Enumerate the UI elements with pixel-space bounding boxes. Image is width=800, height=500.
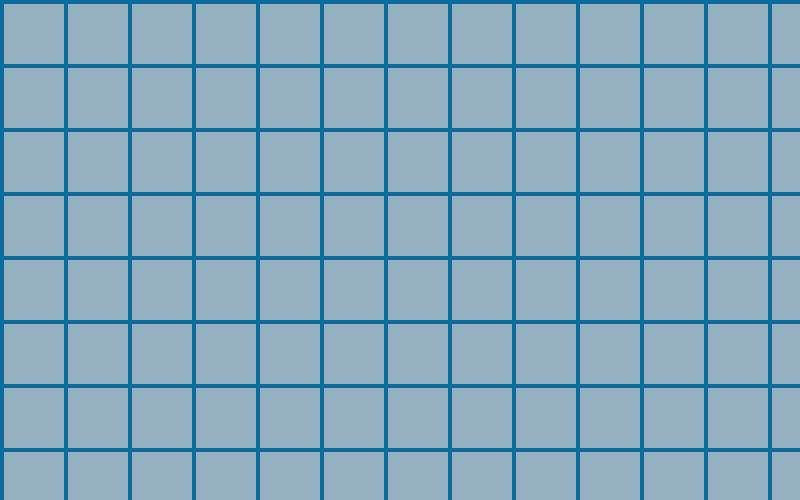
grid-cell: [388, 260, 448, 320]
grid-cell: [772, 4, 800, 64]
grid-cell: [196, 68, 256, 128]
grid-cell: [4, 324, 64, 384]
grid-cell: [4, 68, 64, 128]
grid-cell: [68, 132, 128, 192]
grid-cell: [452, 132, 512, 192]
grid-cell: [68, 388, 128, 448]
grid-cell: [580, 68, 640, 128]
grid-cell: [644, 324, 704, 384]
grid-cell: [708, 196, 768, 256]
grid-cell: [196, 196, 256, 256]
grid-cell: [580, 196, 640, 256]
grid-cell: [260, 132, 320, 192]
grid-cell: [708, 324, 768, 384]
grid-cell: [580, 4, 640, 64]
grid-cell: [4, 388, 64, 448]
grid-cell: [772, 324, 800, 384]
grid-cell: [516, 196, 576, 256]
grid-cell: [772, 132, 800, 192]
grid-cell: [324, 388, 384, 448]
grid-cell: [708, 68, 768, 128]
grid-cell: [132, 132, 192, 192]
grid-cell: [68, 196, 128, 256]
grid-cell: [196, 452, 256, 500]
grid-cell: [516, 452, 576, 500]
grid-cell: [68, 4, 128, 64]
grid-cell: [324, 260, 384, 320]
grid-cell: [4, 452, 64, 500]
grid-cell: [516, 68, 576, 128]
grid-cell: [324, 452, 384, 500]
grid-cell: [132, 324, 192, 384]
grid-cell: [452, 196, 512, 256]
grid-cell: [196, 260, 256, 320]
grid-cell: [68, 452, 128, 500]
grid-cell: [452, 324, 512, 384]
grid-cell: [324, 132, 384, 192]
grid-cell: [324, 4, 384, 64]
grid-cell: [708, 4, 768, 64]
grid-cell: [708, 452, 768, 500]
grid-cell: [772, 260, 800, 320]
grid-cell: [4, 4, 64, 64]
grid-cell: [324, 68, 384, 128]
grid-cell: [644, 196, 704, 256]
grid-cell: [580, 452, 640, 500]
grid-cell: [708, 388, 768, 448]
grid-cell: [4, 260, 64, 320]
grid-cell: [516, 388, 576, 448]
grid-cell: [516, 4, 576, 64]
grid-cell: [580, 260, 640, 320]
grid-cell: [4, 196, 64, 256]
grid-cell: [708, 132, 768, 192]
grid-cell: [260, 452, 320, 500]
grid-cell: [260, 68, 320, 128]
grid-cell: [580, 132, 640, 192]
grid-cell: [196, 4, 256, 64]
grid-cell: [4, 132, 64, 192]
grid-cell: [644, 260, 704, 320]
grid-cell: [388, 388, 448, 448]
grid-cell: [452, 260, 512, 320]
grid-cell: [516, 324, 576, 384]
grid-cell: [132, 452, 192, 500]
grid-cell: [452, 4, 512, 64]
grid-cell: [68, 324, 128, 384]
grid-cell: [644, 68, 704, 128]
grid-cell: [196, 132, 256, 192]
grid-cell: [324, 196, 384, 256]
grid-cell: [388, 452, 448, 500]
grid-cell: [772, 196, 800, 256]
grid-cell: [196, 324, 256, 384]
grid-cell: [388, 324, 448, 384]
grid-cell: [260, 388, 320, 448]
grid-cell: [708, 260, 768, 320]
grid-cell: [452, 68, 512, 128]
grid-cell: [260, 324, 320, 384]
grid-cell: [132, 68, 192, 128]
grid-cell: [452, 388, 512, 448]
grid-cell: [388, 68, 448, 128]
grid-cell: [516, 260, 576, 320]
grid-cell: [388, 132, 448, 192]
grid-cell: [580, 324, 640, 384]
grid-cell: [772, 452, 800, 500]
grid-cell: [388, 196, 448, 256]
grid-cell: [388, 4, 448, 64]
grid-cell: [260, 196, 320, 256]
grid-cell: [132, 260, 192, 320]
grid-cell: [132, 388, 192, 448]
grid-cell: [772, 388, 800, 448]
grid-cell: [324, 324, 384, 384]
grid-cell: [68, 260, 128, 320]
grid-cell: [132, 4, 192, 64]
grid-cell: [68, 68, 128, 128]
grid-cell: [644, 388, 704, 448]
grid-cell: [452, 452, 512, 500]
grid-cell: [772, 68, 800, 128]
grid-cell: [260, 260, 320, 320]
grid-cell: [516, 132, 576, 192]
grid-cell: [580, 388, 640, 448]
grid-cell: [644, 452, 704, 500]
grid-cell: [196, 388, 256, 448]
grid-cell: [132, 196, 192, 256]
grid-cell: [260, 4, 320, 64]
grid-cell: [644, 4, 704, 64]
grid-cell: [644, 132, 704, 192]
